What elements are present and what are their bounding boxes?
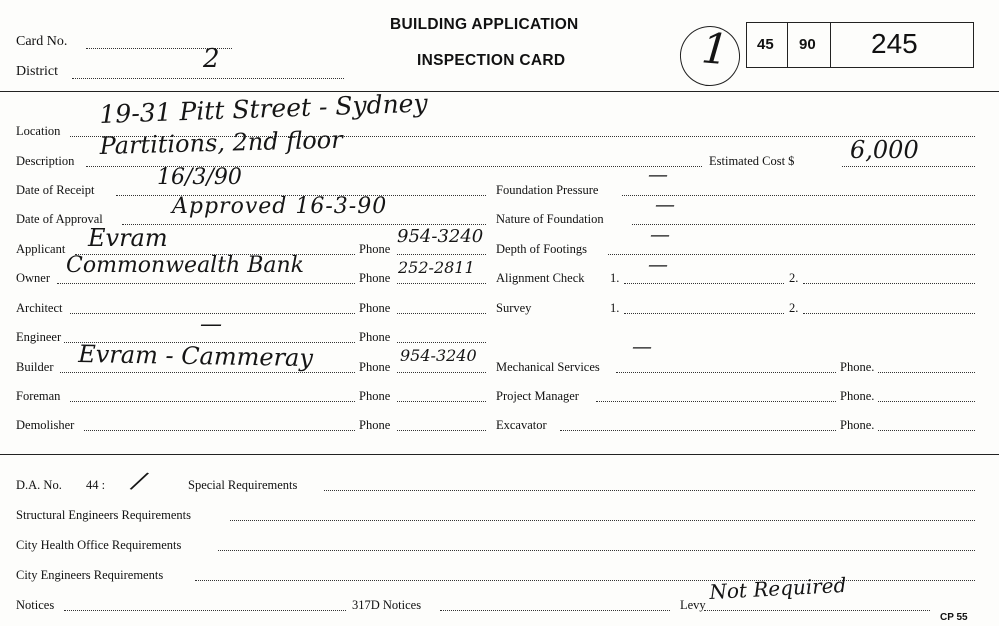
city-engineers-label: City Engineers Requirements bbox=[16, 568, 164, 582]
architect-label: Architect bbox=[16, 301, 63, 315]
engineer-label: Engineer bbox=[16, 330, 62, 344]
foreman-phone-label: Phone bbox=[359, 389, 391, 403]
levy-label: Levy bbox=[680, 598, 706, 612]
approval-field[interactable] bbox=[122, 224, 486, 225]
circled-mark bbox=[675, 21, 745, 91]
builder-label: Builder bbox=[16, 360, 54, 374]
depth-of-footings-value: — bbox=[650, 222, 670, 246]
survey-field-2[interactable] bbox=[803, 313, 975, 314]
demolisher-phone-field[interactable] bbox=[397, 430, 486, 431]
builder-phone-field[interactable] bbox=[397, 372, 486, 373]
applicant-label: Applicant bbox=[16, 242, 66, 256]
demolisher-label: Demolisher bbox=[16, 418, 75, 432]
excavator-label: Excavator bbox=[496, 418, 547, 432]
nature-of-foundation-label: Nature of Foundation bbox=[496, 212, 604, 226]
box-code-a: 45 bbox=[757, 36, 774, 53]
special-requirements-field[interactable] bbox=[324, 490, 975, 491]
alignment-check-label: Alignment Check bbox=[496, 271, 585, 285]
foundation-pressure-label: Foundation Pressure bbox=[496, 183, 599, 197]
form-code: CP 55 bbox=[940, 612, 968, 623]
owner-label: Owner bbox=[16, 271, 51, 285]
city-engineers-field[interactable] bbox=[195, 580, 975, 581]
title-line-1: BUILDING APPLICATION bbox=[390, 16, 579, 33]
receipt-label: Date of Receipt bbox=[16, 183, 95, 197]
header-divider bbox=[0, 91, 999, 92]
city-health-field[interactable] bbox=[218, 550, 975, 551]
alignment-num-1: 1. bbox=[610, 271, 620, 285]
nature-of-foundation-field[interactable] bbox=[632, 224, 975, 225]
engineer-phone-label: Phone bbox=[359, 330, 391, 344]
notices-317d-label: 317D Notices bbox=[352, 598, 422, 612]
foreman-phone-field[interactable] bbox=[397, 401, 486, 402]
owner-value: Commonwealth Bank bbox=[66, 253, 305, 278]
survey-num-1: 1. bbox=[610, 301, 620, 315]
da-no-label: D.A. No. bbox=[16, 478, 62, 492]
excavator-phone-label: Phone. bbox=[840, 418, 875, 432]
card-no-label: Card No. bbox=[16, 34, 68, 49]
applicant-phone-value: 954-3240 bbox=[397, 226, 484, 247]
approval-label: Date of Approval bbox=[16, 212, 103, 226]
estimated-cost-field[interactable] bbox=[842, 166, 975, 167]
notices-317d-field[interactable] bbox=[440, 610, 670, 611]
applicant-phone-label: Phone bbox=[359, 242, 391, 256]
nature-of-foundation-value: — bbox=[655, 192, 675, 216]
mechanical-services-field[interactable] bbox=[616, 372, 836, 373]
location-value: 19-31 Pitt Street - Sydney bbox=[98, 88, 429, 129]
survey-field-1[interactable] bbox=[624, 313, 784, 314]
builder-phone-value: 954-3240 bbox=[400, 346, 477, 365]
levy-field[interactable] bbox=[704, 610, 930, 611]
alignment-check-field-1[interactable] bbox=[624, 283, 784, 284]
title-line-2: INSPECTION CARD bbox=[417, 52, 566, 69]
section-divider bbox=[0, 454, 999, 455]
owner-phone-value: 252-2811 bbox=[398, 258, 475, 277]
district-field[interactable] bbox=[72, 78, 344, 79]
circled-mark-value: 1 bbox=[699, 23, 731, 75]
district-label: District bbox=[16, 64, 58, 79]
depth-of-footings-label: Depth of Footings bbox=[496, 242, 587, 256]
estimated-cost-label: Estimated Cost $ bbox=[709, 154, 795, 168]
levy-value: Not Required bbox=[708, 572, 847, 604]
receipt-value: 16/3/90 bbox=[157, 165, 242, 190]
project-manager-phone-field[interactable] bbox=[878, 401, 975, 402]
location-label: Location bbox=[16, 124, 61, 138]
card-number-box bbox=[746, 22, 974, 68]
description-label: Description bbox=[16, 154, 75, 168]
owner-phone-label: Phone bbox=[359, 271, 391, 285]
estimated-cost-value: 6,000 bbox=[850, 136, 919, 164]
demolisher-field[interactable] bbox=[84, 430, 355, 431]
foreman-label: Foreman bbox=[16, 389, 61, 403]
foundation-pressure-value: — bbox=[648, 162, 668, 186]
alignment-check-field-2[interactable] bbox=[803, 283, 975, 284]
project-manager-phone-label: Phone. bbox=[840, 389, 875, 403]
engineer-value: — bbox=[200, 312, 222, 337]
notices-label: Notices bbox=[16, 598, 55, 612]
mechanical-phone-label: Phone. bbox=[840, 360, 875, 374]
da-no-mark: / bbox=[130, 465, 149, 497]
notices-field[interactable] bbox=[64, 610, 346, 611]
applicant-phone-field[interactable] bbox=[397, 254, 486, 255]
survey-num-2: 2. bbox=[789, 301, 799, 315]
mechanical-services-label: Mechanical Services bbox=[496, 360, 600, 374]
demolisher-phone-label: Phone bbox=[359, 418, 391, 432]
da-no-value: 44 : bbox=[86, 478, 106, 492]
alignment-num-2: 2. bbox=[789, 271, 799, 285]
box-code-b: 90 bbox=[799, 36, 816, 53]
builder-value: Evram - Cammeray bbox=[78, 340, 314, 373]
owner-phone-field[interactable] bbox=[397, 283, 486, 284]
structural-engineers-field[interactable] bbox=[230, 520, 975, 521]
foreman-field[interactable] bbox=[70, 401, 355, 402]
builder-phone-label: Phone bbox=[359, 360, 391, 374]
alignment-check-value: — bbox=[648, 252, 668, 276]
architect-phone-field[interactable] bbox=[397, 313, 486, 314]
architect-phone-label: Phone bbox=[359, 301, 391, 315]
project-manager-field[interactable] bbox=[596, 401, 836, 402]
owner-field[interactable] bbox=[57, 283, 355, 284]
special-requirements-label: Special Requirements bbox=[188, 478, 298, 492]
excavator-phone-field[interactable] bbox=[878, 430, 975, 431]
project-manager-label: Project Manager bbox=[496, 389, 579, 403]
description-value: Partitions, 2nd floor bbox=[99, 125, 343, 160]
mechanical-phone-field[interactable] bbox=[878, 372, 975, 373]
city-health-label: City Health Office Requirements bbox=[16, 538, 182, 552]
builder-field[interactable] bbox=[60, 372, 355, 373]
survey-label: Survey bbox=[496, 301, 532, 315]
structural-engineers-label: Structural Engineers Requirements bbox=[16, 508, 191, 522]
district-value: 2 bbox=[203, 44, 220, 74]
engineer-phone-field[interactable] bbox=[397, 342, 486, 343]
mechanical-services-value: — bbox=[632, 334, 652, 358]
approval-value: Approved 16-3-90 bbox=[172, 194, 388, 219]
excavator-field[interactable] bbox=[560, 430, 836, 431]
box-number: 245 bbox=[871, 28, 918, 59]
applicant-value: Evram bbox=[88, 224, 168, 252]
